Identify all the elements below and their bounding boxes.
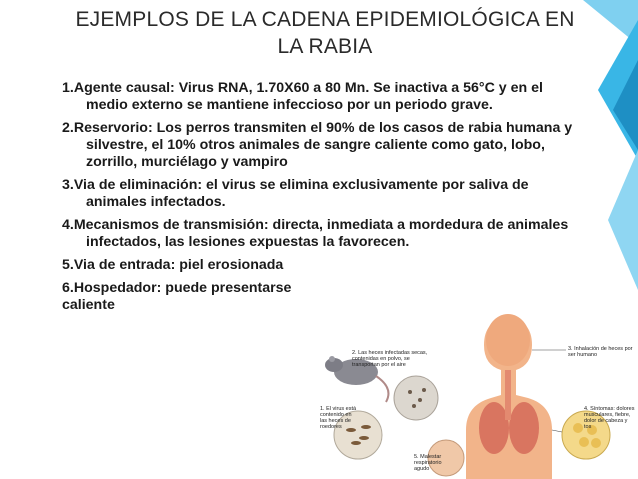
item-text: Hospedador: puede presentarse — [73, 280, 292, 296]
deco-triangle-low — [608, 150, 638, 290]
item-text: Mecanismos de transmisión: directa, inmediata a mordedura de animales infectados, las lesiones expuestas la favorecen. — [73, 217, 569, 250]
list-item — [62, 217, 582, 251]
dust-inset-icon — [394, 376, 438, 420]
list-item — [62, 80, 582, 114]
item-number: 1. — [62, 80, 74, 96]
lung-left — [479, 402, 509, 454]
item-number: 2. — [62, 120, 74, 136]
list-item — [62, 257, 582, 274]
item-text: Agente causal: Virus RNA, 1.70X60 a 80 Mn. Se inactiva a 56°C y en el medio externo se mantiene infeccioso por un periodo grave. — [73, 80, 543, 113]
slide-title — [70, 6, 580, 60]
figure-label-4: 4. Síntomas: dolores musculares, fiebre, dolor de cabeza y tos — [584, 406, 635, 430]
rabies-transmission-illustration — [316, 310, 638, 479]
figure-label-5: 5. Malestar respiratorio agudo — [414, 454, 442, 472]
item-text: caliente — [62, 297, 115, 313]
figure-label-3: 3. Inhalación de heces por ser humano — [568, 346, 633, 358]
lung-right — [509, 402, 539, 454]
list-item — [62, 120, 582, 171]
item-text: Reservorio: Los perros transmiten el 90% de los casos de rabia humana y silvestre, el 10% otros animales de sangre caliente como gato, lobo, zorrillo, murciélago y vampiro — [73, 120, 573, 170]
list-item — [62, 177, 582, 211]
chain-list — [62, 80, 582, 320]
trachea — [505, 370, 511, 420]
figure-label-2: 2. Las heces infectadas secas, contenidas en polvo, se transportan por el aire — [352, 350, 428, 368]
figure-label-1: 1. El virus está contenido en las heces de roedores — [320, 406, 357, 430]
illustration-drawing — [316, 310, 638, 479]
item-text: Via de entrada: piel erosionada — [73, 257, 284, 273]
item-text: Via de eliminación: el virus se elimina exclusivamente por saliva de animales infectados. — [73, 177, 529, 210]
human-head — [486, 314, 530, 366]
item-number: 6. — [62, 280, 74, 296]
item-number: 5. — [62, 257, 74, 273]
list-item — [62, 280, 582, 297]
title-line-1: EJEMPLOS DE LA CADENA EPIDEMIOLÓGICA EN — [75, 8, 575, 31]
item-number: 3. — [62, 177, 74, 193]
item-number: 4. — [62, 217, 74, 233]
title-line-2: LA RABIA — [277, 35, 373, 58]
